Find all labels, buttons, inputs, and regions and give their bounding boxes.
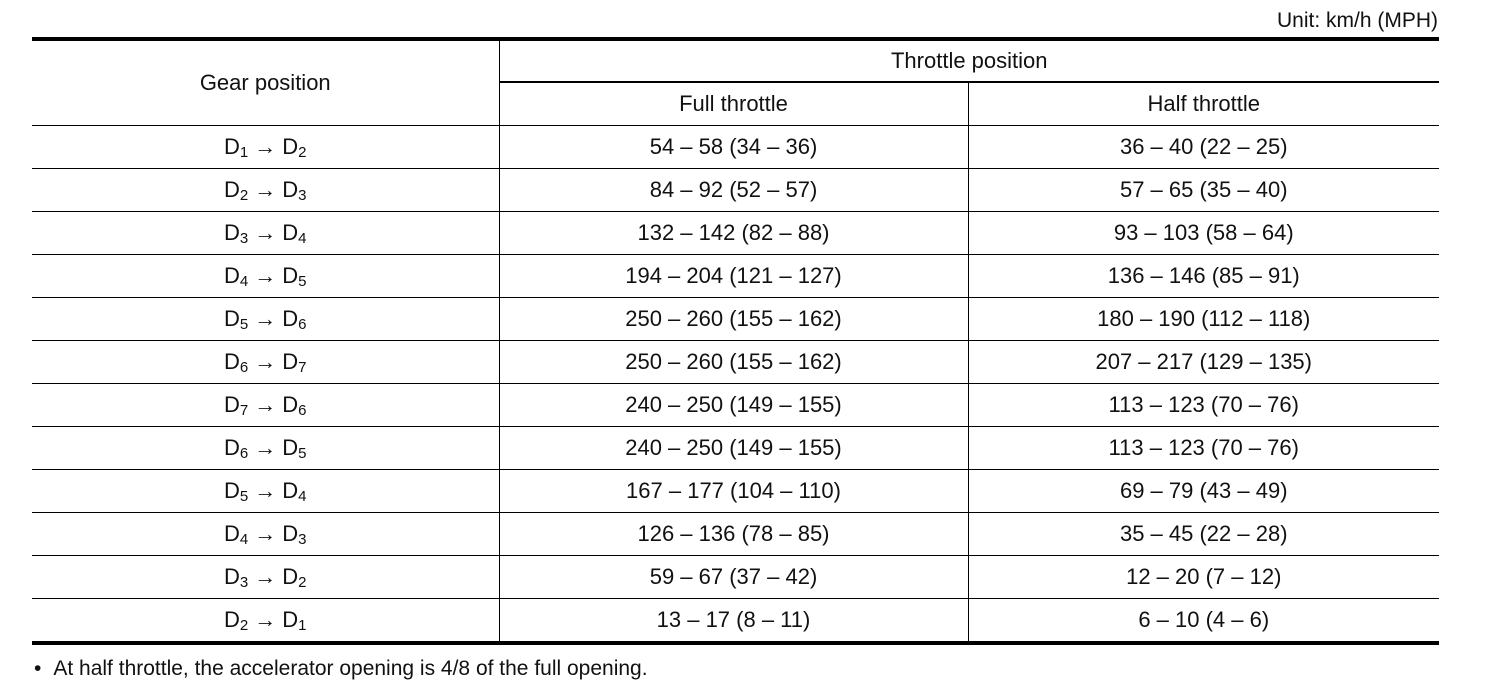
gear-shift-cell bbox=[32, 470, 499, 513]
from-gear-number: 6 bbox=[239, 359, 249, 376]
full-throttle-value: 59 – 67 (37 – 42) bbox=[499, 556, 968, 599]
from-gear-letter: D bbox=[224, 134, 240, 159]
to-gear-letter: D bbox=[282, 220, 299, 245]
shift-arrow-icon: → bbox=[254, 521, 277, 546]
to-gear-number: 5 bbox=[298, 273, 307, 290]
gear-shift-cell bbox=[32, 599, 499, 644]
table-row bbox=[32, 599, 1439, 644]
from-gear-number: 2 bbox=[239, 617, 249, 634]
half-throttle-value: 6 – 10 (4 – 6) bbox=[968, 599, 1439, 644]
shift-arrow-icon: → bbox=[254, 392, 277, 417]
to-gear-number: 2 bbox=[298, 144, 307, 161]
to-gear-letter: D bbox=[282, 392, 299, 417]
throttle-position-header: Throttle position bbox=[499, 39, 1439, 82]
gear-shift-cell bbox=[32, 556, 499, 599]
half-throttle-value: 69 – 79 (43 – 49) bbox=[968, 470, 1439, 513]
table-row bbox=[32, 169, 1439, 212]
table-row bbox=[32, 212, 1439, 255]
to-gear-number: 6 bbox=[298, 316, 307, 333]
table-row bbox=[32, 427, 1439, 470]
footnote-text: At half throttle, the accelerator opening is 4/8 of the full opening. bbox=[53, 657, 648, 680]
gear-shift-cell bbox=[32, 255, 499, 298]
to-gear-number: 6 bbox=[298, 402, 307, 419]
to-gear-letter: D bbox=[282, 564, 299, 589]
full-throttle-value: 132 – 142 (82 – 88) bbox=[499, 212, 968, 255]
table-row bbox=[32, 341, 1439, 384]
shift-schedule-table bbox=[32, 37, 1439, 645]
gear-shift-cell bbox=[32, 341, 499, 384]
full-throttle-value: 54 – 58 (34 – 36) bbox=[499, 126, 968, 169]
full-throttle-value: 167 – 177 (104 – 110) bbox=[499, 470, 968, 513]
shift-arrow-icon: → bbox=[254, 607, 277, 632]
to-gear-letter: D bbox=[282, 607, 299, 632]
shift-arrow-icon: → bbox=[254, 134, 277, 159]
from-gear-number: 2 bbox=[239, 187, 249, 204]
from-gear-letter: D bbox=[224, 177, 240, 202]
to-gear-letter: D bbox=[282, 263, 299, 288]
from-gear-number: 6 bbox=[239, 445, 249, 462]
table-row bbox=[32, 255, 1439, 298]
from-gear-letter: D bbox=[224, 392, 240, 417]
full-throttle-value: 13 – 17 (8 – 11) bbox=[499, 599, 968, 644]
from-gear-letter: D bbox=[224, 220, 240, 245]
from-gear-number: 4 bbox=[239, 531, 249, 548]
half-throttle-value: 36 – 40 (22 – 25) bbox=[968, 126, 1439, 169]
from-gear-letter: D bbox=[224, 478, 240, 503]
to-gear-letter: D bbox=[282, 435, 299, 460]
to-gear-number: 7 bbox=[298, 359, 307, 376]
from-gear-number: 7 bbox=[239, 402, 249, 419]
shift-arrow-icon: → bbox=[254, 306, 277, 331]
table-row bbox=[32, 513, 1439, 556]
from-gear-letter: D bbox=[224, 306, 240, 331]
to-gear-number: 4 bbox=[298, 230, 307, 247]
half-throttle-value: 12 – 20 (7 – 12) bbox=[968, 556, 1439, 599]
gear-shift-cell bbox=[32, 169, 499, 212]
full-throttle-header: Full throttle bbox=[499, 82, 968, 126]
half-throttle-value: 93 – 103 (58 – 64) bbox=[968, 212, 1439, 255]
full-throttle-value: 240 – 250 (149 – 155) bbox=[499, 384, 968, 427]
gear-shift-cell bbox=[32, 427, 499, 470]
shift-arrow-icon: → bbox=[254, 478, 277, 503]
half-throttle-value: 35 – 45 (22 – 28) bbox=[968, 513, 1439, 556]
table-row bbox=[32, 556, 1439, 599]
from-gear-letter: D bbox=[224, 263, 240, 288]
from-gear-number: 1 bbox=[239, 144, 249, 161]
from-gear-letter: D bbox=[224, 435, 240, 460]
half-throttle-header: Half throttle bbox=[968, 82, 1439, 126]
to-gear-letter: D bbox=[282, 349, 299, 374]
table-row bbox=[32, 470, 1439, 513]
shift-arrow-icon: → bbox=[254, 220, 277, 245]
from-gear-number: 4 bbox=[239, 273, 249, 290]
shift-arrow-icon: → bbox=[254, 349, 277, 374]
full-throttle-value: 250 – 260 (155 – 162) bbox=[499, 341, 968, 384]
to-gear-number: 2 bbox=[298, 574, 307, 591]
to-gear-letter: D bbox=[282, 306, 299, 331]
gear-shift-cell bbox=[32, 384, 499, 427]
table-row bbox=[32, 384, 1439, 427]
table-row bbox=[32, 126, 1439, 169]
full-throttle-value: 126 – 136 (78 – 85) bbox=[499, 513, 968, 556]
half-throttle-value: 207 – 217 (129 – 135) bbox=[968, 341, 1439, 384]
unit-label: Unit: km/h (MPH) bbox=[1276, 9, 1438, 32]
gear-shift-cell bbox=[32, 126, 499, 169]
to-gear-number: 5 bbox=[298, 445, 307, 462]
from-gear-letter: D bbox=[224, 521, 240, 546]
shift-arrow-icon: → bbox=[254, 177, 277, 202]
table-body bbox=[32, 126, 1439, 644]
gear-shift-cell bbox=[32, 513, 499, 556]
from-gear-number: 5 bbox=[239, 316, 249, 333]
full-throttle-value: 84 – 92 (52 – 57) bbox=[499, 169, 968, 212]
half-throttle-value: 113 – 123 (70 – 76) bbox=[968, 427, 1439, 470]
from-gear-number: 3 bbox=[239, 230, 249, 247]
half-throttle-value: 57 – 65 (35 – 40) bbox=[968, 169, 1439, 212]
shift-arrow-icon: → bbox=[254, 435, 277, 460]
shift-arrow-icon: → bbox=[254, 564, 277, 589]
to-gear-letter: D bbox=[282, 521, 299, 546]
half-throttle-value: 136 – 146 (85 – 91) bbox=[968, 255, 1439, 298]
to-gear-letter: D bbox=[282, 134, 299, 159]
half-throttle-value: 180 – 190 (112 – 118) bbox=[968, 298, 1439, 341]
bullet-icon: • bbox=[34, 657, 42, 680]
footnote bbox=[34, 656, 648, 682]
gear-shift-cell bbox=[32, 212, 499, 255]
to-gear-letter: D bbox=[282, 177, 299, 202]
shift-arrow-icon: → bbox=[254, 263, 277, 288]
from-gear-number: 3 bbox=[239, 574, 249, 591]
to-gear-number: 4 bbox=[298, 488, 307, 505]
from-gear-letter: D bbox=[224, 564, 240, 589]
from-gear-letter: D bbox=[224, 349, 240, 374]
to-gear-number: 3 bbox=[298, 187, 307, 204]
half-throttle-value: 113 – 123 (70 – 76) bbox=[968, 384, 1439, 427]
full-throttle-value: 194 – 204 (121 – 127) bbox=[499, 255, 968, 298]
full-throttle-value: 240 – 250 (149 – 155) bbox=[499, 427, 968, 470]
gear-shift-cell bbox=[32, 298, 499, 341]
table-row bbox=[32, 298, 1439, 341]
from-gear-letter: D bbox=[224, 607, 240, 632]
to-gear-number: 1 bbox=[298, 617, 307, 634]
gear-position-header: Gear position bbox=[32, 39, 499, 126]
from-gear-number: 5 bbox=[239, 488, 249, 505]
to-gear-letter: D bbox=[282, 478, 299, 503]
full-throttle-value: 250 – 260 (155 – 162) bbox=[499, 298, 968, 341]
to-gear-number: 3 bbox=[298, 531, 307, 548]
